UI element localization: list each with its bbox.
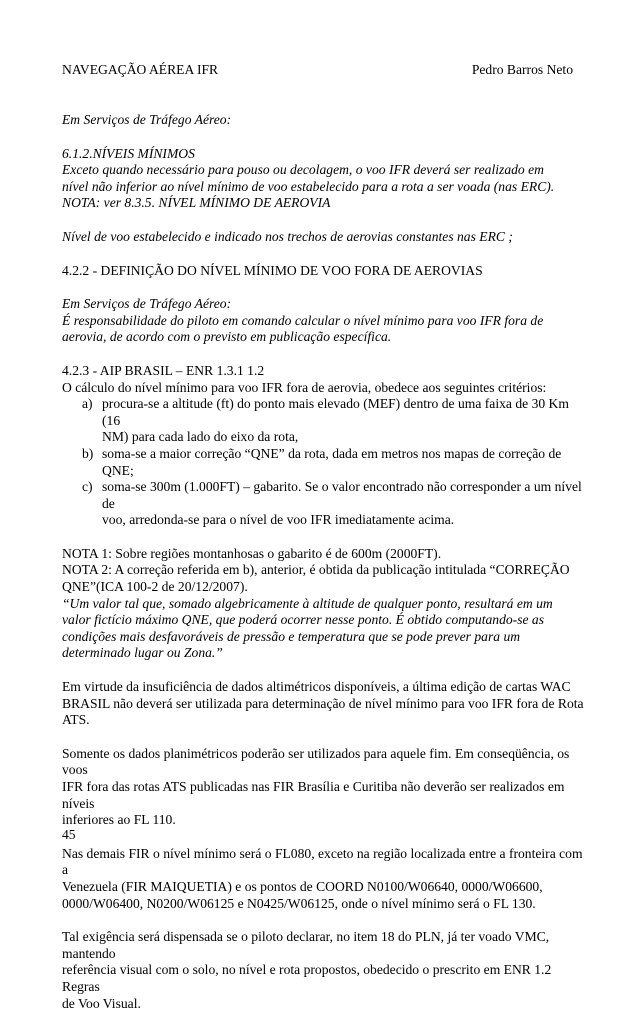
paragraph-demais-fir [62, 846, 585, 912]
text-line: aerovia, de acordo com o previsto em publicação específica. [62, 329, 392, 345]
list-text: soma-se 300m (1.000FT) – gabarito. Se o valor encontrado não corresponder a um nível de [102, 479, 582, 511]
section-aip-brasil [62, 363, 585, 529]
text-line: ATS. [62, 712, 90, 728]
criteria-list [62, 396, 585, 529]
text-line: Em virtude da insuficiência de dados altimétricos disponíveis, a última edição de cartas WAC [62, 679, 571, 695]
paragraph-wac [62, 679, 585, 729]
note-line: NOTA 1: Sobre regiões montanhosas o gabarito é de 600m (2000FT). [62, 545, 442, 561]
quote-line: determinado lugar ou Zona.” [62, 645, 223, 661]
text-line: Venezuela (FIR MAIQUETIA) e os pontos de COORD N0100/W06640, 0000/W06600, [62, 878, 543, 894]
paragraph-exigencia [62, 929, 585, 1012]
list-item [62, 446, 585, 479]
list-item [62, 479, 585, 529]
text-line: Exceto quando necessário para pouso ou decolagem, o voo IFR deverá ser realizado em [62, 162, 544, 178]
text-line: Nível de voo estabelecido e indicado nos trechos de aerovias constantes nas ERC ; [62, 228, 513, 244]
text-line: nível não inferior ao nível mínimo de voo estabelecido para a rota a ser voada (nas ERC). [62, 178, 555, 194]
list-text: procura-se a altitude (ft) do ponto mais elevado (MEF) dentro de uma faixa de 30 Km (16 [102, 396, 569, 428]
section-intro: Em Serviços de Tráfego Aéreo: [62, 296, 232, 312]
list-marker: c) [82, 479, 93, 495]
list-marker: a) [82, 396, 93, 412]
note-line: NOTA 2: A correção referida em b), anterior, é obtida da publicação intitulada “CORREÇÃO [62, 562, 570, 578]
page-number: 45 [62, 827, 76, 842]
text-line: Tal exigência será dispensada se o piloto declarar, no item 18 do PLN, já ter voado VMC, mantendo [62, 929, 550, 961]
section-title: 6.1.2.NÍVEIS MÍNIMOS [62, 145, 195, 161]
page-header [62, 62, 585, 79]
text-line: de Voo Visual. [62, 995, 141, 1011]
text-line: referência visual com o solo, no nível e rota propostos, obedecido o prescrito em ENR 1.2 Regras [62, 962, 552, 994]
list-text: voo, arredonda-se para o nível de voo IFR imediatamente acima. [102, 512, 455, 528]
text-line: IFR fora das rotas ATS publicadas nas FIR Brasília e Curitiba não deverão ser realizados em níveis [62, 779, 565, 811]
section-title: 4.2.3 - AIP BRASIL – ENR 1.3.1 1.2 [62, 362, 265, 378]
section-notas [62, 546, 585, 662]
text-line: 0000/W06400, N0200/W06125 e N0425/W06125, onde o nível mínimo será o FL 130. [62, 895, 536, 911]
text-line: O cálculo do nível mínimo para voo IFR fora de aerovia, obedece aos seguintes critérios: [62, 379, 547, 395]
list-text: soma-se a maior correção “QNE” da rota, dada em metros nos mapas de correção de QNE; [102, 445, 562, 478]
note-line: NOTA: ver 8.3.5. NÍVEL MÍNIMO DE AEROVIA [62, 195, 331, 211]
text-line: BRASIL não deverá ser utilizada para determinação de nível mínimo para voo IFR fora de Rota [62, 695, 584, 711]
section-responsabilidade [62, 296, 585, 346]
text-line: Nas demais FIR o nível mínimo será o FL080, exceto na região localizada entre a fronteira com a [62, 845, 583, 878]
quote-line: condições mais desfavoráveis de pressão e temperatura que se pode prever para um [62, 628, 521, 644]
list-marker: b) [82, 445, 94, 461]
section-intro: Em Serviços de Tráfego Aéreo: [62, 112, 232, 127]
header-author: Pedro Barros Neto [471, 62, 573, 77]
section-title: 4.2.2 - DEFINIÇÃO DO NÍVEL MÍNIMO DE VOO FORA DE AEROVIAS [62, 262, 483, 278]
quote-line: valor fictício máximo QNE, que poderá ocorrer nesse ponto. É obtido computando-se as [62, 612, 545, 628]
note-line: QNE”(ICA 100-2 de 20/12/2007). [62, 579, 248, 595]
list-item [62, 396, 585, 446]
text-line: É responsabilidade do piloto em comando calcular o nível mínimo para voo IFR fora de [62, 312, 544, 328]
header-title: NAVEGAÇÃO AÉREA IFR [62, 62, 219, 77]
text-line: inferiores ao FL 110. [62, 812, 176, 828]
page-body [62, 62, 585, 1012]
quote-line: “Um valor tal que, somado algebricamente à altitude de qualquer ponto, resultará em um [62, 595, 553, 611]
section-niveis-minimos [62, 112, 585, 212]
list-text: NM) para cada lado do eixo da rota, [102, 429, 299, 445]
text-line: Somente os dados planimétricos poderão ser utilizados para aquele fim. Em conseqüência, os voos [62, 745, 570, 778]
paragraph-planimetricos [62, 746, 585, 829]
